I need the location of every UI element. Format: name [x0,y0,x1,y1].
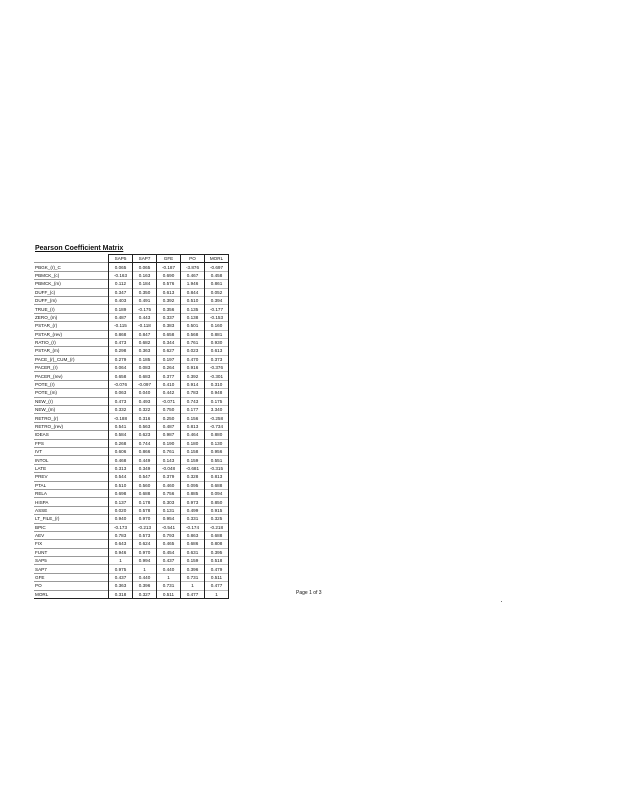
table-row [34,347,229,355]
coefficient-cell: 0.065 [109,263,133,271]
coefficient-cell: 0.576 [157,280,181,288]
table-row [34,305,229,313]
coefficient-cell: 0.970 [133,515,157,523]
coefficient-cell: 0.940 [109,515,133,523]
coefficient-cell: 0.350 [133,288,157,296]
row-label: SAP7 [34,565,109,573]
coefficient-cell: 0.510 [109,481,133,489]
coefficient-cell: 0.499 [181,506,205,514]
coefficient-cell: 0.135 [181,305,205,313]
coefficient-cell: -0.048 [157,464,181,472]
coefficient-cell: 0.163 [133,271,157,279]
coefficient-cell: 0.095 [181,481,205,489]
table-row [34,380,229,388]
coefficient-cell: -0.071 [157,397,181,405]
coefficient-cell: 0.541 [109,422,133,430]
coefficient-cell: -3.876 [181,263,205,271]
coefficient-cell: 0.184 [133,280,157,288]
table-row [34,498,229,506]
coefficient-cell: 0.511 [205,573,229,581]
coefficient-cell: 0.930 [205,338,229,346]
matrix-body [34,263,229,599]
coefficient-cell: -0.153 [205,313,229,321]
coefficient-cell: 0.197 [157,355,181,363]
coefficient-cell: 0.313 [109,464,133,472]
coefficient-cell: 0.477 [205,582,229,590]
row-label: IVT [34,447,109,455]
coefficient-cell: 0.185 [133,355,157,363]
coefficient-cell: -0.301 [205,372,229,380]
row-label: GFE [34,573,109,581]
row-label: POTE_(m) [34,389,109,397]
coefficient-cell: 0.761 [157,447,181,455]
coefficient-cell: 0.328 [181,473,205,481]
coefficient-cell: 0.268 [109,439,133,447]
coefficient-cell: 0.606 [109,447,133,455]
coefficient-cell: -0.258 [205,414,229,422]
coefficient-cell: 0.682 [133,338,157,346]
coefficient-cell: 0.322 [133,406,157,414]
coefficient-cell: -0.076 [109,380,133,388]
coefficient-cell: 0.731 [181,573,205,581]
coefficient-cell: -0.541 [157,523,181,531]
coefficient-cell: 0.112 [109,280,133,288]
table-row [34,322,229,330]
row-label: ASSE [34,506,109,514]
coefficient-cell: 0.510 [181,296,205,304]
coefficient-cell: 0.624 [133,540,157,548]
coefficient-cell: 0.442 [157,389,181,397]
table-row [34,481,229,489]
coefficient-cell: 0.180 [181,439,205,447]
row-label: PTAL [34,481,109,489]
table-row [34,523,229,531]
row-label: NEW_(r) [34,397,109,405]
table-row [34,447,229,455]
coefficient-cell: 0.344 [157,338,181,346]
column-header: GFE [157,255,181,263]
coefficient-cell: 0.379 [157,473,181,481]
coefficient-cell: 0.744 [133,439,157,447]
table-row [34,364,229,372]
table-row [34,330,229,338]
coefficient-cell: 0.750 [157,406,181,414]
table-row [34,506,229,514]
coefficient-cell: 0.158 [181,447,205,455]
coefficient-cell: 0.437 [109,573,133,581]
coefficient-cell: 0.175 [205,397,229,405]
coefficient-cell: 0.578 [133,506,157,514]
coefficient-cell: 0.094 [205,489,229,497]
row-label: FIX [34,540,109,548]
coefficient-cell: 0.487 [157,422,181,430]
coefficient-cell: 0.264 [157,364,181,372]
coefficient-cell: 0.743 [181,397,205,405]
coefficient-cell: 0.156 [181,414,205,422]
table-row [34,288,229,296]
coefficient-cell: 0.190 [157,439,181,447]
table-row [34,590,229,598]
coefficient-matrix-table [34,254,229,599]
coefficient-cell: 0.130 [205,439,229,447]
row-label: DUFF_(c) [34,288,109,296]
row-label: DUFF_(m) [34,296,109,304]
coefficient-cell: 0.332 [109,406,133,414]
coefficient-cell: -0.188 [109,414,133,422]
coefficient-cell: 0.403 [109,296,133,304]
coefficient-cell: 0.337 [157,313,181,321]
coefficient-cell: 0.915 [205,506,229,514]
row-label: PBMCK_(m) [34,280,109,288]
table-row [34,280,229,288]
coefficient-cell: 0.178 [133,498,157,506]
coefficient-cell: 0.761 [181,338,205,346]
coefficient-cell: 0.793 [157,531,181,539]
coefficient-cell: 0.584 [109,431,133,439]
coefficient-cell: 0.064 [109,364,133,372]
coefficient-cell: 0.808 [205,540,229,548]
coefficient-cell: 0.464 [181,431,205,439]
coefficient-cell: 0.392 [181,372,205,380]
coefficient-cell: 0.914 [181,380,205,388]
coefficient-cell: 0.356 [157,305,181,313]
row-label: LATE [34,464,109,472]
coefficient-cell: -0.175 [133,305,157,313]
coefficient-cell: 0.440 [133,573,157,581]
coefficient-cell: 0.847 [133,330,157,338]
coefficient-cell: 0.863 [181,531,205,539]
coefficient-cell: 0.881 [205,330,229,338]
coefficient-cell: 0.159 [181,456,205,464]
coefficient-cell: 1 [109,557,133,565]
matrix-corner-cell [34,255,109,263]
row-label: FPS [34,439,109,447]
table-row [34,489,229,497]
table-row [34,531,229,539]
row-label: PACE_(r)_CUM_(r) [34,355,109,363]
row-label: RELA [34,489,109,497]
row-label: RETRO_(r) [34,414,109,422]
table-row [34,548,229,556]
coefficient-cell: 0.690 [157,271,181,279]
coefficient-cell: 0.020 [109,506,133,514]
document-title: Pearson Coefficient Matrix [35,245,124,252]
coefficient-cell: 0.363 [133,347,157,355]
row-label: IDEAS [34,431,109,439]
row-label: PSTAR_(r) [34,322,109,330]
coefficient-cell: 0.844 [181,288,205,296]
coefficient-cell: 0.954 [157,515,181,523]
column-header: PO [181,255,205,263]
table-row [34,355,229,363]
table-row [34,271,229,279]
row-label: MORL [34,590,109,598]
coefficient-cell: 1 [205,590,229,598]
coefficient-cell: 1 [133,565,157,573]
coefficient-cell: 0.501 [181,322,205,330]
coefficient-cell: -0.163 [109,271,133,279]
coefficient-cell: -0.734 [205,422,229,430]
row-label: AEV [34,531,109,539]
coefficient-cell: -0.173 [109,523,133,531]
table-row [34,540,229,548]
coefficient-cell: -0.376 [205,364,229,372]
row-label: PSTAR_(m) [34,347,109,355]
coefficient-cell: 0.568 [181,330,205,338]
row-label: PO [34,582,109,590]
coefficient-cell: 0.138 [181,313,205,321]
coefficient-cell: 0.395 [205,548,229,556]
coefficient-cell: 0.627 [157,347,181,355]
coefficient-cell: 3.340 [205,406,229,414]
coefficient-cell: 0.563 [133,422,157,430]
coefficient-cell: -0.177 [205,305,229,313]
coefficient-cell: 0.698 [109,489,133,497]
coefficient-cell: 0.065 [133,263,157,271]
coefficient-cell: 0.383 [157,322,181,330]
coefficient-cell: 0.468 [109,456,133,464]
coefficient-cell: 0.373 [205,355,229,363]
table-row [34,473,229,481]
coefficient-cell: 0.850 [205,498,229,506]
coefficient-cell: 0.159 [181,557,205,565]
row-label: PREV [34,473,109,481]
coefficient-cell: 0.177 [181,406,205,414]
row-label: POTE_(r) [34,380,109,388]
coefficient-cell: 0.658 [157,330,181,338]
table-row [34,296,229,304]
coefficient-cell: 0.470 [181,355,205,363]
coefficient-cell: 1 [157,573,181,581]
row-label: PSTAR_(rev) [34,330,109,338]
coefficient-cell: 0.465 [157,540,181,548]
coefficient-cell: 0.551 [205,456,229,464]
coefficient-cell: -0.174 [181,523,205,531]
table-row [34,456,229,464]
coefficient-cell: 0.813 [205,473,229,481]
coefficient-cell: 0.349 [133,464,157,472]
coefficient-cell: 0.491 [133,296,157,304]
coefficient-cell: 0.783 [181,389,205,397]
coefficient-cell: 0.473 [109,338,133,346]
row-label: SAP5 [34,557,109,565]
coefficient-cell: -0.115 [109,322,133,330]
coefficient-cell: 0.392 [157,296,181,304]
coefficient-cell: 0.880 [205,431,229,439]
coefficient-cell: 0.454 [157,548,181,556]
coefficient-cell: 0.613 [157,288,181,296]
coefficient-cell: 0.460 [157,481,181,489]
table-row [34,515,229,523]
coefficient-cell: 0.396 [181,565,205,573]
coefficient-cell: -0.315 [205,464,229,472]
coefficient-cell: 0.885 [181,489,205,497]
matrix-header-row [34,255,229,263]
coefficient-cell: 0.477 [181,590,205,598]
coefficient-cell: 0.327 [133,590,157,598]
row-label: NEW_(m) [34,406,109,414]
table-row [34,397,229,405]
table-row [34,464,229,472]
coefficient-cell: 0.363 [109,582,133,590]
row-label: FUNT [34,548,109,556]
coefficient-cell: -0.218 [205,523,229,531]
row-label: PBMCK_(c) [34,271,109,279]
page-number: Page 1 of 3 [296,590,322,596]
coefficient-cell: 0.756 [157,489,181,497]
row-label: PBGK_(r)_C [34,263,109,271]
table-row [34,573,229,581]
coefficient-cell: 0.437 [157,557,181,565]
coefficient-cell: 0.973 [181,498,205,506]
table-row [34,414,229,422]
coefficient-cell: 1 [181,582,205,590]
coefficient-cell: 0.994 [133,557,157,565]
row-label: LT_FILE_(r) [34,515,109,523]
coefficient-cell: 0.063 [109,389,133,397]
coefficient-cell: 0.643 [109,540,133,548]
coefficient-cell: 0.658 [109,372,133,380]
coefficient-cell: 0.040 [133,389,157,397]
coefficient-cell: -0.118 [133,322,157,330]
coefficient-cell: 0.975 [109,565,133,573]
coefficient-cell: 0.631 [181,548,205,556]
coefficient-cell: 0.987 [157,431,181,439]
coefficient-cell: 0.458 [205,271,229,279]
coefficient-cell: 0.318 [109,590,133,598]
coefficient-cell: 0.303 [157,498,181,506]
coefficient-cell: 0.688 [205,481,229,489]
coefficient-cell: -0.213 [133,523,157,531]
coefficient-cell: 0.511 [157,590,181,598]
row-label: HISPA [34,498,109,506]
coefficient-cell: 0.131 [157,506,181,514]
coefficient-cell: 0.347 [109,288,133,296]
coefficient-cell: 0.861 [205,280,229,288]
coefficient-cell: 0.956 [205,447,229,455]
coefficient-cell: 0.189 [109,305,133,313]
coefficient-cell: 0.573 [133,531,157,539]
coefficient-cell: 0.683 [133,372,157,380]
coefficient-cell: 0.449 [133,456,157,464]
coefficient-cell: 0.948 [205,389,229,397]
coefficient-cell: 0.083 [133,364,157,372]
coefficient-cell: 0.686 [181,540,205,548]
coefficient-cell: 0.377 [157,372,181,380]
coefficient-cell: 0.137 [109,498,133,506]
coefficient-cell: -0.697 [205,263,229,271]
coefficient-cell: 0.298 [109,347,133,355]
coefficient-cell: 0.613 [205,347,229,355]
coefficient-cell: 0.331 [181,515,205,523]
coefficient-cell: 0.560 [133,481,157,489]
coefficient-cell: 0.783 [109,531,133,539]
column-header: MORL [205,255,229,263]
table-row [34,422,229,430]
row-label: PACER_(r) [34,364,109,372]
coefficient-cell: 0.325 [205,515,229,523]
column-header: SAP7 [133,255,157,263]
table-row [34,313,229,321]
coefficient-cell: 0.688 [205,531,229,539]
coefficient-cell: 0.970 [133,548,157,556]
coefficient-cell: 0.487 [109,313,133,321]
row-label: RATIO_(r) [34,338,109,346]
row-label: BPIC [34,523,109,531]
coefficient-cell: -0.187 [157,263,181,271]
coefficient-cell: -0.097 [133,380,157,388]
coefficient-cell: 0.866 [133,447,157,455]
coefficient-cell: 0.143 [157,456,181,464]
table-row [34,582,229,590]
coefficient-cell: -0.681 [181,464,205,472]
coefficient-cell: 0.279 [109,355,133,363]
coefficient-cell: 0.410 [157,380,181,388]
coefficient-cell: 0.544 [109,473,133,481]
row-label: RETRO_(rev) [34,422,109,430]
coefficient-cell: 0.868 [109,330,133,338]
row-label: TRUE_(r) [34,305,109,313]
table-row [34,263,229,271]
coefficient-cell: 0.813 [181,422,205,430]
coefficient-cell: 0.518 [205,557,229,565]
coefficient-cell: 0.688 [133,489,157,497]
coefficient-cell: 0.623 [133,431,157,439]
coefficient-cell: 0.547 [133,473,157,481]
coefficient-cell: 0.396 [133,582,157,590]
coefficient-cell: 0.493 [133,397,157,405]
coefficient-cell: 0.443 [133,313,157,321]
row-label: ZERO_(m) [34,313,109,321]
coefficient-cell: 0.316 [133,414,157,422]
table-row [34,439,229,447]
coefficient-cell: 0.479 [205,565,229,573]
coefficient-cell: 0.440 [157,565,181,573]
coefficient-cell: 0.160 [205,322,229,330]
table-row [34,389,229,397]
coefficient-cell: 0.310 [205,380,229,388]
row-label: INTOL [34,456,109,464]
table-row [34,406,229,414]
coefficient-cell: 0.916 [181,364,205,372]
coefficient-cell: 0.467 [181,271,205,279]
coefficient-cell: 0.023 [181,347,205,355]
table-row [34,565,229,573]
coefficient-cell: 0.394 [205,296,229,304]
table-row [34,557,229,565]
table-row [34,431,229,439]
coefficient-cell: 0.250 [157,414,181,422]
row-label: PACER_(rev) [34,372,109,380]
column-header: SAP5 [109,255,133,263]
coefficient-cell: 0.946 [109,548,133,556]
coefficient-cell: 0.731 [157,582,181,590]
table-row [34,338,229,346]
scan-speck [501,601,502,602]
coefficient-cell: 0.052 [205,288,229,296]
table-row [34,372,229,380]
coefficient-cell: 1.946 [181,280,205,288]
coefficient-cell: 0.473 [109,397,133,405]
